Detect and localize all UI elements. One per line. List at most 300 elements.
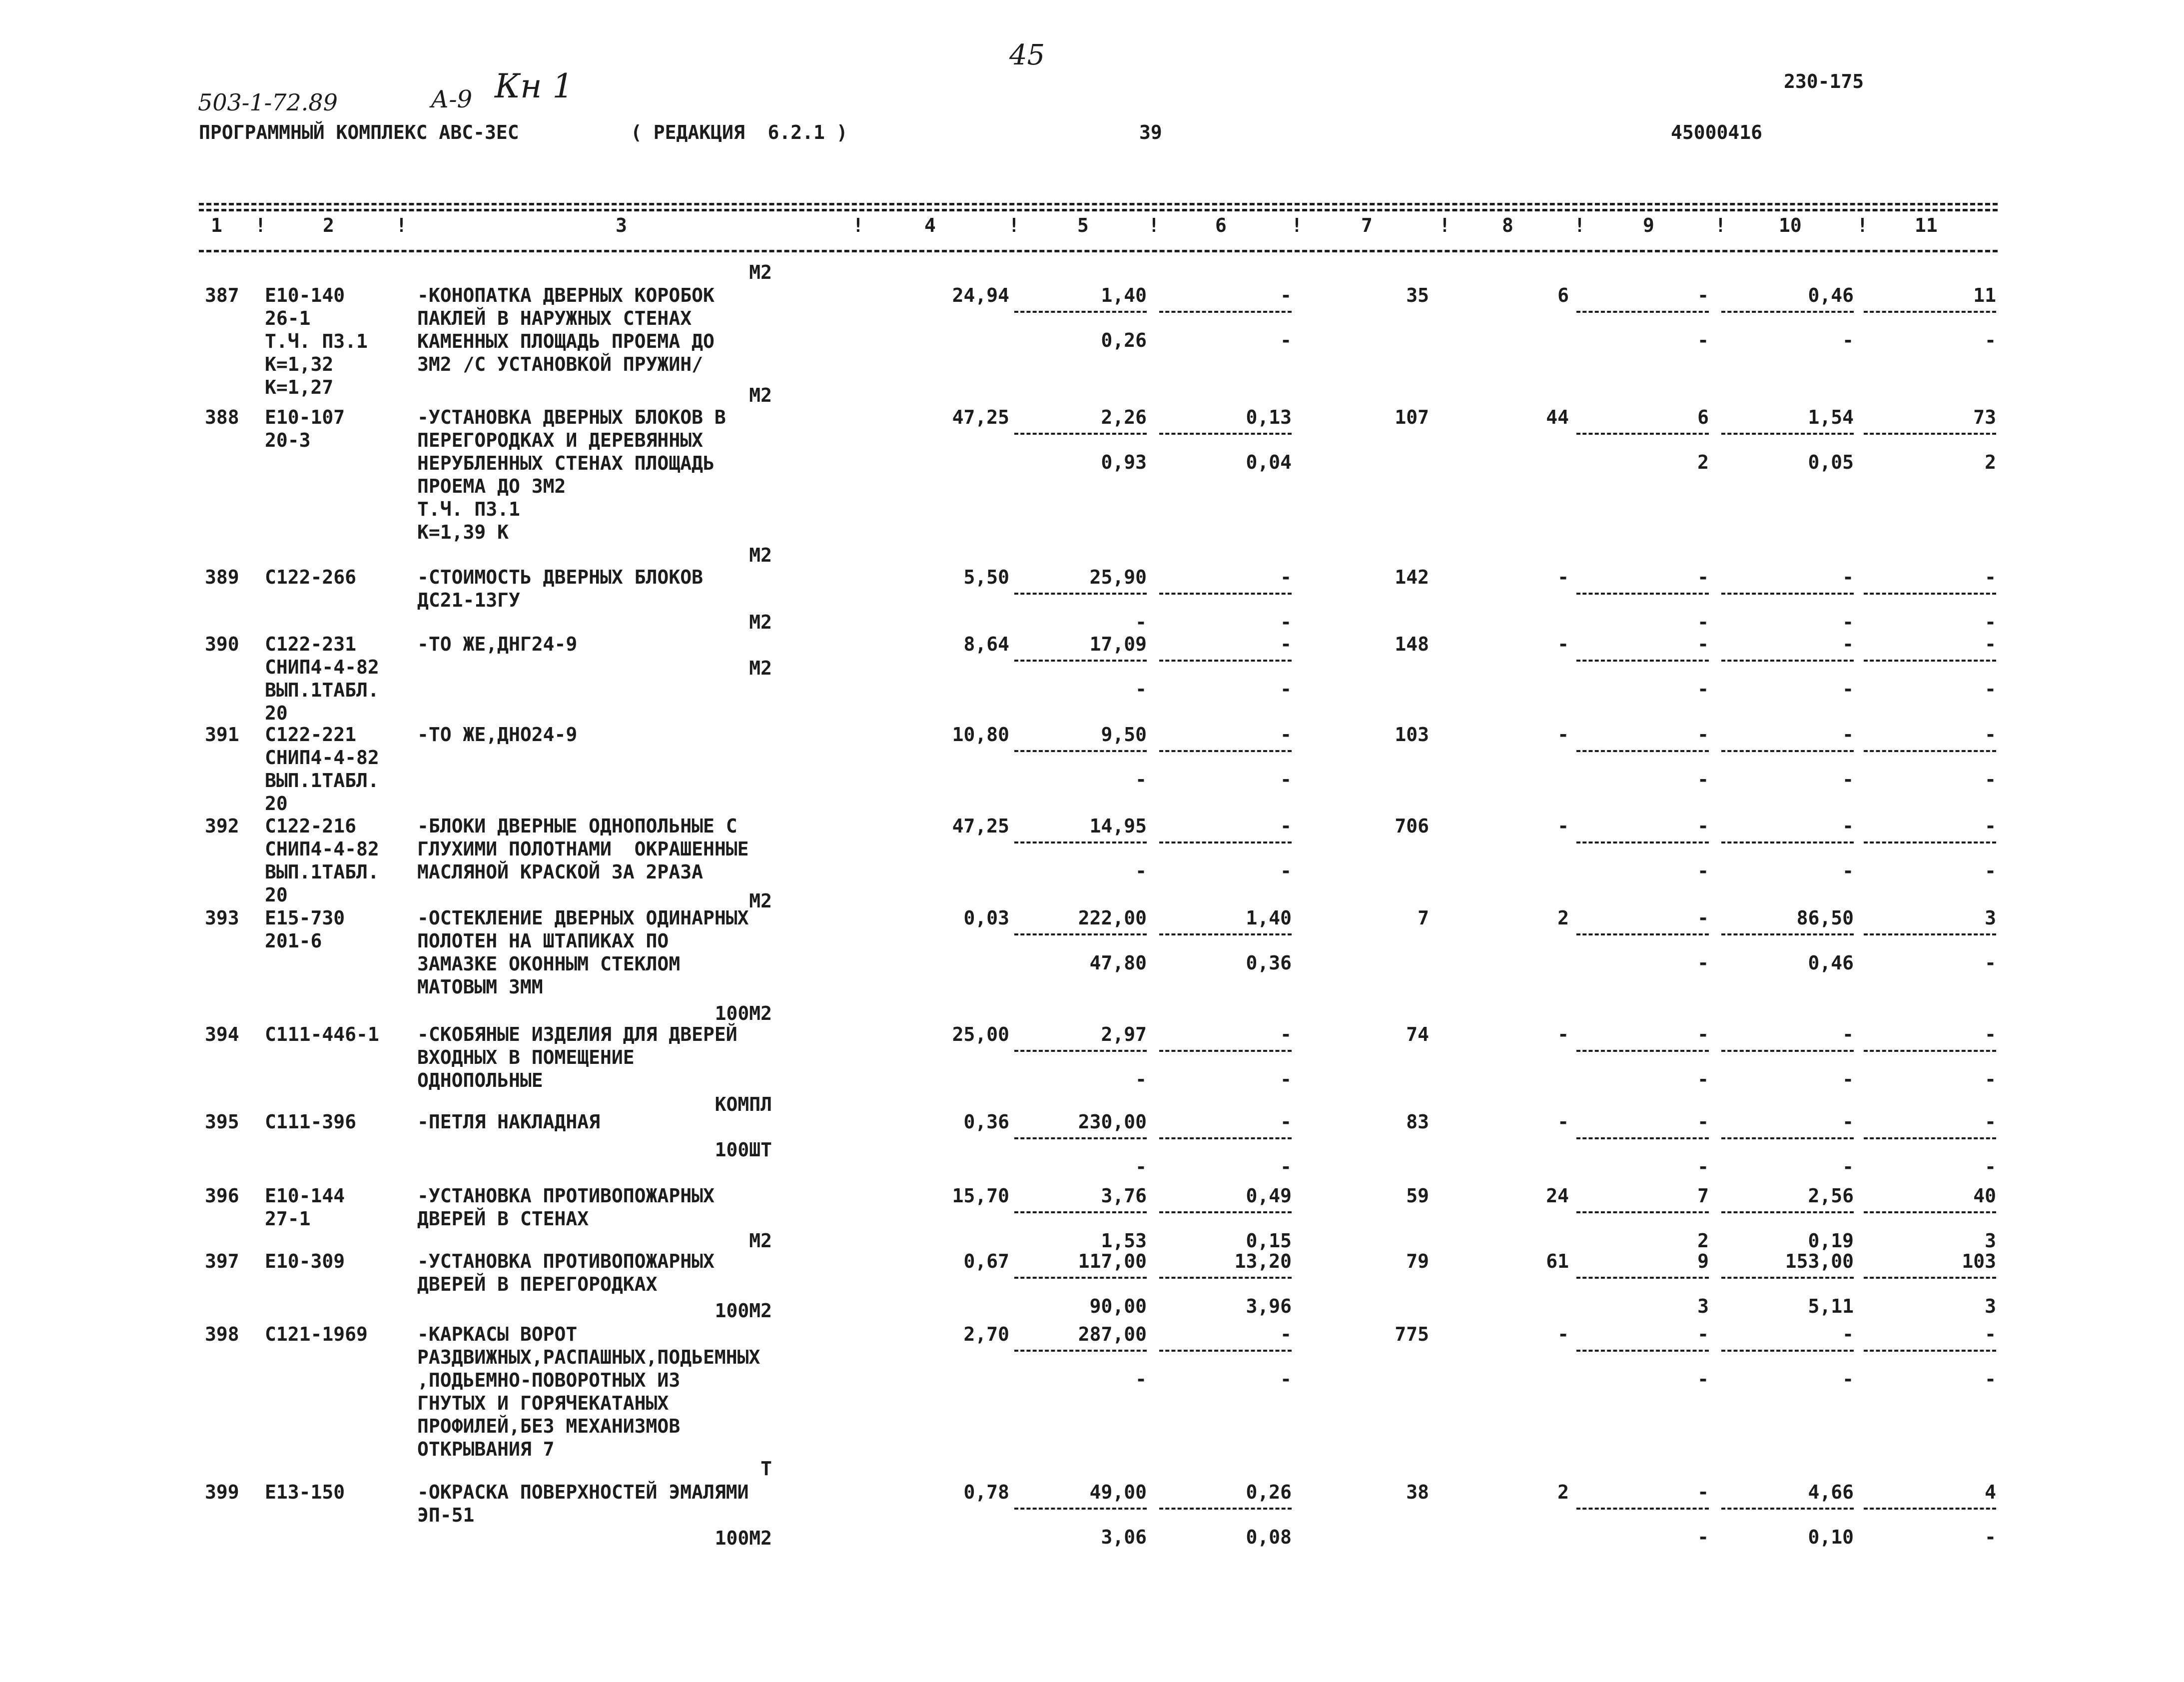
cell-upper-value: 13,20 [1234, 1250, 1292, 1272]
col-sep: ! [1148, 214, 1160, 236]
work-description: ПРОЕМА ДО 3М2 [417, 475, 566, 497]
cell-upper-value: - [1280, 1023, 1292, 1045]
row-number: 393 [205, 907, 239, 929]
cell-divider [1014, 1277, 1147, 1279]
norm-code: С111-446-1 [265, 1023, 379, 1045]
norm-code: СНИП4-4-82 [265, 838, 379, 860]
work-description: -СКОБЯНЫЕ ИЗДЕЛИЯ ДЛЯ ДВЕРЕЙ [417, 1023, 737, 1045]
norm-code: С122-266 [265, 566, 357, 588]
unit-label: М2 [749, 261, 772, 283]
norm-code: 20-3 [265, 429, 311, 451]
header-rule-top-2 [199, 209, 1998, 211]
cell-divider [1721, 1211, 1854, 1213]
cell-upper-value: - [1842, 724, 1854, 746]
cell-divider [1576, 1137, 1709, 1139]
quantity-value: 10,80 [952, 724, 1009, 746]
cell-upper-value: - [1842, 566, 1854, 588]
cell-upper-value: - [1697, 815, 1709, 837]
cell-lower-value: - [1842, 329, 1854, 351]
work-description: ОДНОПОЛЬНЫЕ [417, 1069, 543, 1091]
col-8-label: 8 [1502, 214, 1513, 236]
unit-label: М2 [749, 544, 772, 566]
total-cost-value: 83 [1406, 1111, 1429, 1133]
cell-upper-value: - [1985, 1111, 1996, 1133]
norm-code: Т.Ч. П3.1 [265, 330, 368, 352]
norm-code: Е13-150 [265, 1481, 345, 1503]
norm-code: Е10-144 [265, 1185, 345, 1207]
work-description: Т.Ч. П3.1 [417, 498, 520, 520]
cell-divider [1159, 841, 1292, 843]
cell-divider [1014, 933, 1147, 935]
norm-code: 20 [265, 702, 288, 724]
cell-divider [1864, 433, 1996, 435]
cell-upper-value: - [1697, 284, 1709, 306]
cell-lower-value: - [1985, 860, 1996, 882]
unit-label: Т [760, 1458, 772, 1480]
cell-divider [1576, 1508, 1709, 1510]
cell-divider [1721, 593, 1854, 595]
cell-lower-value: - [1985, 1526, 1996, 1548]
cell-lower-value: - [1280, 1156, 1292, 1178]
norm-code: СНИП4-4-82 [265, 656, 379, 678]
cell-upper-value: - [1842, 1111, 1854, 1133]
wages-value: - [1557, 1111, 1569, 1133]
quantity-value: 2,70 [963, 1323, 1009, 1345]
cell-upper-value: 49,00 [1089, 1481, 1147, 1503]
cell-divider [1159, 433, 1292, 435]
cell-lower-value: - [1985, 1368, 1996, 1390]
total-cost-value: 74 [1406, 1023, 1429, 1045]
wages-value: - [1557, 815, 1569, 837]
cell-lower-value: - [1697, 769, 1709, 791]
cell-lower-value: - [1842, 1156, 1854, 1178]
norm-code: С111-396 [265, 1111, 357, 1133]
quantity-value: 0,36 [963, 1111, 1009, 1133]
cell-divider [1721, 1137, 1854, 1139]
cell-divider [1864, 1137, 1996, 1139]
cell-divider [1864, 841, 1996, 843]
cell-divider [1721, 1508, 1854, 1510]
cell-upper-value: 11 [1973, 284, 1996, 306]
row-number: 392 [205, 815, 239, 837]
cell-upper-value: 1,54 [1808, 406, 1854, 428]
cell-divider [1864, 311, 1996, 313]
cell-lower-value: - [1697, 1368, 1709, 1390]
total-cost-value: 107 [1395, 406, 1429, 428]
cell-lower-value: - [1842, 611, 1854, 633]
wages-value: 44 [1546, 406, 1569, 428]
page-number: 45 [1009, 39, 1045, 71]
cell-upper-value: 3,76 [1101, 1185, 1147, 1207]
cell-lower-value: - [1985, 329, 1996, 351]
col-2-label: 2 [323, 214, 334, 236]
work-description: ,ПОДЬЕМНО-ПОВОРОТНЫХ ИЗ [417, 1369, 681, 1391]
cell-upper-value: - [1985, 1323, 1996, 1345]
cell-divider [1014, 841, 1147, 843]
cell-lower-value: - [1985, 1156, 1996, 1178]
total-cost-value: 775 [1395, 1323, 1429, 1345]
cell-divider [1576, 933, 1709, 935]
cell-divider [1576, 841, 1709, 843]
row-number: 397 [205, 1250, 239, 1272]
cell-lower-value: 3,96 [1246, 1295, 1292, 1317]
cell-divider [1576, 1050, 1709, 1052]
norm-code: К=1,27 [265, 376, 334, 398]
cell-lower-value: 0,46 [1808, 952, 1854, 974]
cell-upper-value: - [1985, 1023, 1996, 1045]
cell-lower-value: - [1135, 678, 1147, 700]
cell-upper-value: 117,00 [1078, 1250, 1147, 1272]
cell-divider [1721, 1277, 1854, 1279]
work-description: -ТО ЖЕ,ДНО24-9 [417, 724, 578, 746]
work-description: ДВЕРЕЙ В СТЕНАХ [417, 1208, 589, 1230]
col-3-label: 3 [616, 214, 627, 236]
row-number: 389 [205, 566, 239, 588]
cell-lower-value: 3 [1985, 1230, 1996, 1252]
work-description: ЗАМАЗКЕ ОКОННЫМ СТЕКЛОМ [417, 953, 681, 975]
total-cost-value: 59 [1406, 1185, 1429, 1207]
cell-lower-value: - [1985, 1068, 1996, 1090]
total-cost-value: 706 [1395, 815, 1429, 837]
cell-upper-value: 4 [1985, 1481, 1996, 1503]
work-description: -УСТАНОВКА ПРОТИВОПОЖАРНЫХ [417, 1185, 715, 1207]
cell-divider [1721, 1050, 1854, 1052]
work-description: КАМЕННЫХ ПЛОЩАДЬ ПРОЕМА ДО [417, 330, 715, 352]
cell-upper-value: 153,00 [1785, 1250, 1854, 1272]
col-sep: ! [255, 214, 266, 236]
cell-divider [1576, 1277, 1709, 1279]
total-cost-value: 7 [1418, 907, 1429, 929]
quantity-value: 24,94 [952, 284, 1009, 306]
cell-upper-value: 2,97 [1101, 1023, 1147, 1045]
cell-divider [1014, 1050, 1147, 1052]
cell-lower-value: - [1280, 329, 1292, 351]
norm-code: 26-1 [265, 307, 311, 329]
cell-divider [1159, 660, 1292, 662]
cell-upper-value: 230,00 [1078, 1111, 1147, 1133]
cell-upper-value: 222,00 [1078, 907, 1147, 929]
cell-upper-value: - [1697, 907, 1709, 929]
work-description: НЕРУБЛЕННЫХ СТЕНАХ ПЛОЩАДЬ [417, 452, 715, 474]
cell-lower-value: - [1842, 1368, 1854, 1390]
program-name: ПРОГРАММНЫЙ КОМПЛЕКС АВС-3ЕС [199, 121, 519, 143]
cell-upper-value: - [1842, 633, 1854, 655]
col-sep: ! [396, 214, 407, 236]
norm-code: Е10-140 [265, 284, 345, 306]
quantity-value: 0,67 [963, 1250, 1009, 1272]
cell-upper-value: 287,00 [1078, 1323, 1147, 1345]
norm-code: 27-1 [265, 1208, 311, 1230]
cell-divider [1014, 1211, 1147, 1213]
cell-divider [1864, 1508, 1996, 1510]
col-sep: ! [1857, 214, 1868, 236]
wages-value: 2 [1557, 1481, 1569, 1503]
col-11-label: 11 [1915, 214, 1938, 236]
wages-value: 24 [1546, 1185, 1569, 1207]
wages-value: 6 [1557, 284, 1569, 306]
unit-label: М2 [749, 890, 772, 912]
unit-label: КОМПЛ [715, 1093, 772, 1115]
cell-divider [1014, 1350, 1147, 1352]
edition: ( РЕДАКЦИЯ 6.2.1 ) [631, 121, 848, 143]
norm-code: ВЫП.1ТАБЛ. [265, 679, 379, 701]
total-cost-value: 103 [1395, 724, 1429, 746]
cell-divider [1864, 1050, 1996, 1052]
cell-upper-value: - [1985, 633, 1996, 655]
cell-upper-value: 14,95 [1089, 815, 1147, 837]
work-description: -ТО ЖЕ,ДНГ24-9 [417, 633, 578, 655]
work-description: МАТОВЫМ 3ММ [417, 976, 543, 998]
cell-divider [1159, 1277, 1292, 1279]
norm-code: С122-216 [265, 815, 357, 837]
cell-upper-value: - [1697, 633, 1709, 655]
cell-divider [1159, 311, 1292, 313]
wages-value: 2 [1557, 907, 1569, 929]
quantity-value: 15,70 [952, 1185, 1009, 1207]
quantity-value: 8,64 [963, 633, 1009, 655]
cell-lower-value: 0,19 [1808, 1230, 1854, 1252]
cell-lower-value: - [1697, 611, 1709, 633]
norm-code: СНИП4-4-82 [265, 747, 379, 769]
cell-divider [1159, 1508, 1292, 1510]
cell-lower-value: 0,36 [1246, 952, 1292, 974]
total-cost-value: 79 [1406, 1250, 1429, 1272]
norm-code: 20 [265, 884, 288, 906]
work-description: К=1,39 К [417, 521, 509, 543]
album-handwritten: А-9 [431, 85, 473, 113]
cell-lower-value: 0,93 [1101, 451, 1147, 473]
col-6-label: 6 [1215, 214, 1227, 236]
quantity-value: 0,78 [963, 1481, 1009, 1503]
cell-divider [1159, 593, 1292, 595]
cell-lower-value: 2 [1697, 1230, 1709, 1252]
cell-lower-value: - [1697, 678, 1709, 700]
cell-upper-value: 103 [1962, 1250, 1996, 1272]
quantity-value: 47,25 [952, 406, 1009, 428]
sheet-number: 39 [1139, 121, 1162, 143]
cell-upper-value: 4,66 [1808, 1481, 1854, 1503]
cell-lower-value: - [1135, 1368, 1147, 1390]
cell-lower-value: - [1135, 860, 1147, 882]
cell-lower-value: - [1985, 952, 1996, 974]
cell-upper-value: - [1280, 633, 1292, 655]
cell-lower-value: - [1842, 1068, 1854, 1090]
cell-lower-value: 2 [1985, 451, 1996, 473]
cell-lower-value: 0,26 [1101, 329, 1147, 351]
header-rule-top [199, 203, 1998, 205]
row-number: 398 [205, 1323, 239, 1345]
cell-divider [1721, 660, 1854, 662]
wages-value: 61 [1546, 1250, 1569, 1272]
row-number: 394 [205, 1023, 239, 1045]
cell-divider [1014, 750, 1147, 752]
col-sep: ! [1008, 214, 1020, 236]
cell-divider [1721, 841, 1854, 843]
cell-upper-value: - [1280, 1111, 1292, 1133]
page-right-code: 230-175 [1784, 70, 1864, 92]
wages-value: - [1557, 724, 1569, 746]
cell-divider [1014, 433, 1147, 435]
wages-value: - [1557, 566, 1569, 588]
cell-lower-value: - [1280, 678, 1292, 700]
cell-upper-value: - [1842, 1323, 1854, 1345]
book-handwritten: Кн 1 [495, 67, 574, 105]
cell-divider [1721, 433, 1854, 435]
cell-divider [1721, 1350, 1854, 1352]
cell-upper-value: - [1842, 1023, 1854, 1045]
norm-code: Е15-730 [265, 907, 345, 929]
doc-code-handwritten: 503-1-72.89 [198, 89, 338, 116]
cell-upper-value: 17,09 [1089, 633, 1147, 655]
cell-lower-value: - [1842, 678, 1854, 700]
quantity-value: 47,25 [952, 815, 1009, 837]
cell-divider [1576, 311, 1709, 313]
row-number: 395 [205, 1111, 239, 1133]
norm-code: С121-1969 [265, 1323, 368, 1345]
norm-code: Е10-309 [265, 1250, 345, 1272]
cell-upper-value: - [1697, 566, 1709, 588]
norm-code: ВЫП.1ТАБЛ. [265, 861, 379, 883]
cell-lower-value: - [1135, 1156, 1147, 1178]
cell-lower-value: - [1985, 611, 1996, 633]
cell-upper-value: 2,56 [1808, 1185, 1854, 1207]
norm-code: ВЫП.1ТАБЛ. [265, 770, 379, 792]
col-7-label: 7 [1361, 214, 1373, 236]
quantity-value: 5,50 [963, 566, 1009, 588]
work-description: ДВЕРЕЙ В ПЕРЕГОРОДКАХ [417, 1273, 658, 1295]
cell-lower-value: 3 [1697, 1295, 1709, 1317]
cell-lower-value: 3,06 [1101, 1526, 1147, 1548]
work-description: ОТКРЫВАНИЯ 7 [417, 1438, 555, 1460]
cell-divider [1864, 593, 1996, 595]
work-description: -ОКРАСКА ПОВЕРХНОСТЕЙ ЭМАЛЯМИ [417, 1481, 749, 1503]
total-cost-value: 148 [1395, 633, 1429, 655]
unit-label: 100М2 [715, 1300, 772, 1322]
cell-divider [1864, 1277, 1996, 1279]
cell-divider [1721, 750, 1854, 752]
cell-upper-value: - [1280, 724, 1292, 746]
cell-lower-value: - [1135, 769, 1147, 791]
total-cost-value: 35 [1406, 284, 1429, 306]
col-sep: ! [1574, 214, 1585, 236]
row-number: 391 [205, 724, 239, 746]
cell-lower-value: - [1697, 329, 1709, 351]
cell-upper-value: - [1697, 1481, 1709, 1503]
cell-upper-value: - [1697, 1323, 1709, 1345]
work-description: ГЛУХИМИ ПОЛОТНАМИ ОКРАШЕННЫЕ [417, 838, 749, 860]
work-description: 3М2 /С УСТАНОВКОЙ ПРУЖИН/ [417, 353, 703, 375]
cell-upper-value: - [1280, 284, 1292, 306]
wages-value: - [1557, 633, 1569, 655]
cell-divider [1576, 1350, 1709, 1352]
cell-divider [1014, 593, 1147, 595]
cell-lower-value: - [1135, 611, 1147, 633]
cell-divider [1159, 1211, 1292, 1213]
quantity-value: 0,03 [963, 907, 1009, 929]
unit-label: М2 [749, 611, 772, 633]
row-number: 396 [205, 1185, 239, 1207]
row-number: 387 [205, 284, 239, 306]
cell-upper-value: - [1985, 566, 1996, 588]
cell-lower-value: - [1842, 860, 1854, 882]
cell-upper-value: 86,50 [1796, 907, 1854, 929]
cell-divider [1014, 1508, 1147, 1510]
work-description: ДС21-13ГУ [417, 589, 520, 611]
work-description: ВХОДНЫХ В ПОМЕЩЕНИЕ [417, 1046, 635, 1068]
cell-lower-value: 0,10 [1808, 1526, 1854, 1548]
cell-upper-value: 1,40 [1101, 284, 1147, 306]
cell-upper-value: 40 [1973, 1185, 1996, 1207]
work-description: ГНУТЫХ И ГОРЯЧЕКАТАНЫХ [417, 1392, 669, 1414]
work-description: ПРОФИЛЕЙ,БЕЗ МЕХАНИЗМОВ [417, 1415, 681, 1437]
norm-code: С122-221 [265, 724, 357, 746]
cell-divider [1159, 1137, 1292, 1139]
work-description: -УСТАНОВКА ДВЕРНЫХ БЛОКОВ В [417, 406, 726, 428]
cell-divider [1864, 1211, 1996, 1213]
cell-upper-value: - [1697, 1023, 1709, 1045]
col-1-label: 1 [211, 214, 222, 236]
work-description: -СТОИМОСТЬ ДВЕРНЫХ БЛОКОВ [417, 566, 703, 588]
wages-value: - [1557, 1323, 1569, 1345]
work-description: -БЛОКИ ДВЕРНЫЕ ОДНОПОЛЬНЫЕ С [417, 815, 737, 837]
unit-label: М2 [749, 1230, 772, 1252]
cell-divider [1159, 1350, 1292, 1352]
cell-lower-value: - [1697, 1068, 1709, 1090]
unit-label: М2 [749, 657, 772, 679]
row-number: 390 [205, 633, 239, 655]
row-number: 388 [205, 406, 239, 428]
total-cost-value: 142 [1395, 566, 1429, 588]
cell-lower-value: 0,08 [1246, 1526, 1292, 1548]
cell-lower-value: - [1135, 1068, 1147, 1090]
cell-divider [1864, 933, 1996, 935]
work-description: МАСЛЯНОЙ КРАСКОЙ ЗА 2РАЗА [417, 861, 703, 883]
cell-upper-value: - [1280, 815, 1292, 837]
cell-divider [1014, 311, 1147, 313]
cell-upper-value: - [1697, 724, 1709, 746]
cell-upper-value: 73 [1973, 406, 1996, 428]
cell-lower-value: - [1280, 611, 1292, 633]
cell-upper-value: 3 [1985, 907, 1996, 929]
cell-lower-value: - [1280, 1068, 1292, 1090]
norm-code: С122-231 [265, 633, 357, 655]
row-number: 399 [205, 1481, 239, 1503]
cell-divider [1576, 433, 1709, 435]
cell-lower-value: 5,11 [1808, 1295, 1854, 1317]
col-4-label: 4 [924, 214, 936, 236]
col-sep: ! [1715, 214, 1726, 236]
cell-divider [1864, 750, 1996, 752]
cell-upper-value: 9 [1697, 1250, 1709, 1272]
cell-divider [1014, 660, 1147, 662]
cell-divider [1014, 1137, 1147, 1139]
col-sep: ! [1291, 214, 1303, 236]
cell-lower-value: 47,80 [1089, 952, 1147, 974]
cell-upper-value: - [1697, 1111, 1709, 1133]
cell-upper-value: 0,46 [1808, 284, 1854, 306]
cell-lower-value: 2 [1697, 451, 1709, 473]
col-sep: ! [852, 214, 864, 236]
work-description: РАЗДВИЖНЫХ,РАСПАШНЫХ,ПОДЬЕМНЫХ [417, 1346, 760, 1368]
cell-upper-value: 6 [1697, 406, 1709, 428]
norm-code: 20 [265, 793, 288, 815]
work-description: ЭП-51 [417, 1504, 475, 1526]
work-description: -ПЕТЛЯ НАКЛАДНАЯ [417, 1111, 601, 1133]
col-9-label: 9 [1643, 214, 1654, 236]
cell-upper-value: - [1280, 1323, 1292, 1345]
col-5-label: 5 [1077, 214, 1089, 236]
cell-lower-value: 0,05 [1808, 451, 1854, 473]
